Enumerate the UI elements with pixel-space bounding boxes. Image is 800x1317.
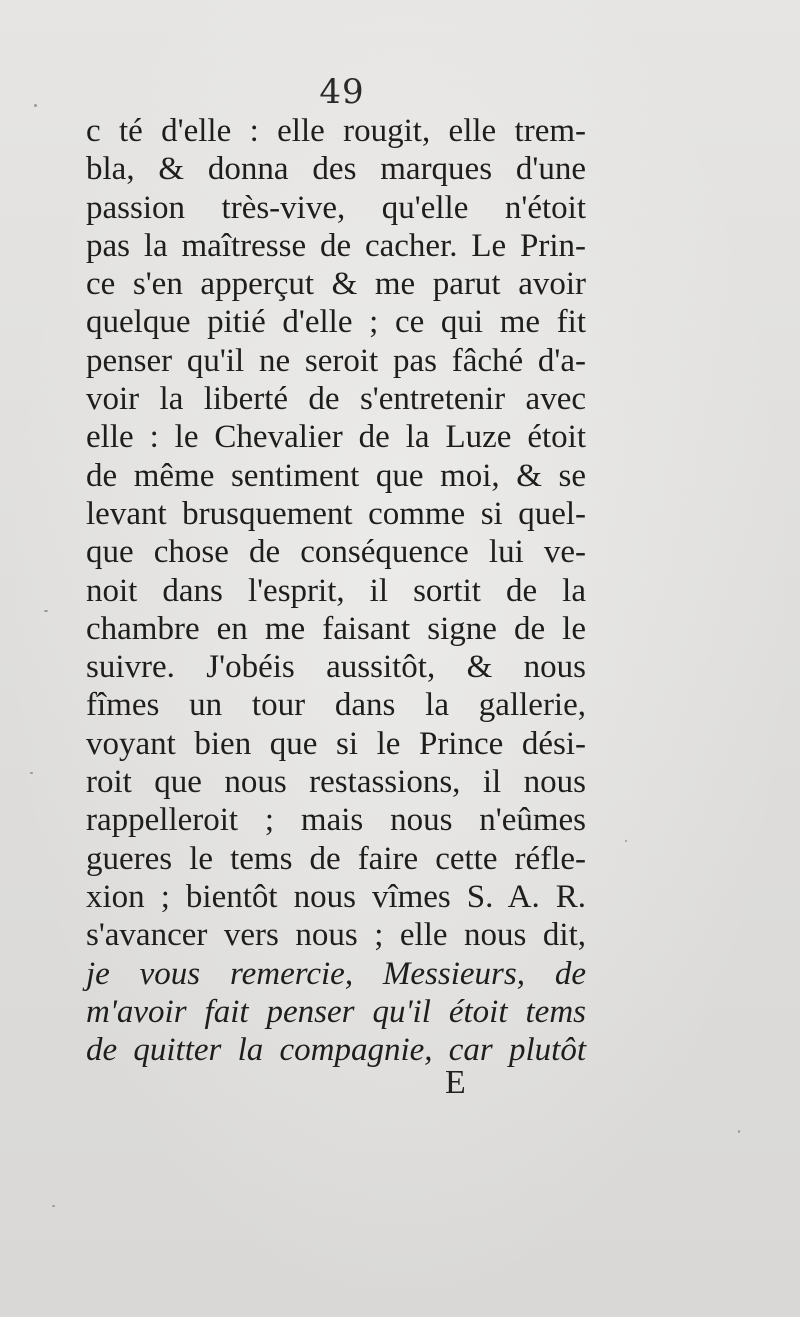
catchword: E (445, 1064, 466, 1101)
text-line: je vous remercie, Messieurs, de (86, 955, 586, 992)
paper-speck (625, 840, 627, 842)
text-line: penser qu'il ne seroit pas fâché d'a- (86, 342, 586, 379)
text-line: de quitter la compagnie, car plutôt (86, 1032, 586, 1069)
paper-speck (52, 1205, 55, 1207)
text-line: quelque pitié d'elle ; ce qui me fit (86, 304, 586, 341)
text-line: roit que nous restassions, il nous (86, 764, 586, 801)
text-line: de même sentiment que moi, & se (86, 457, 586, 494)
text-line: que chose de conséquence lui ve- (86, 534, 586, 571)
text-line: m'avoir fait penser qu'il étoit tems (86, 993, 586, 1030)
paper-speck (738, 1130, 740, 1133)
text-line: xion ; bientôt nous vîmes S. A. R. (86, 878, 586, 915)
paper-speck (34, 104, 37, 107)
paper-speck (44, 610, 48, 612)
text-line: noit dans l'esprit, il sortit de la (86, 572, 586, 609)
text-line: pas la maîtresse de cacher. Le Prin- (86, 227, 586, 264)
text-line: chambre en me faisant signe de le (86, 610, 586, 647)
text-line: c té d'elle : elle rougit, elle trem- (86, 113, 586, 149)
text-line: gueres le tems de faire cette réfle- (86, 840, 586, 877)
text-line: s'avancer vers nous ; elle nous dit, (86, 917, 586, 954)
paper-speck (30, 772, 33, 774)
text-line: ce s'en apperçut & me parut avoir (86, 266, 586, 303)
text-line: voir la liberté de s'entretenir avec (86, 381, 586, 418)
text-line: passion très-vive, qu'elle n'étoit (86, 189, 586, 226)
body-text (86, 112, 586, 1069)
text-line: levant brusquement comme si quel- (86, 495, 586, 532)
text-line: suivre. J'obéis aussitôt, & nous (86, 649, 586, 686)
text-line: fîmes un tour dans la gallerie, (86, 687, 586, 724)
text-line: elle : le Chevalier de la Luze étoit (86, 419, 586, 456)
text-line: bla, & donna des marques d'une (86, 151, 586, 188)
text-line: rappelleroit ; mais nous n'eûmes (86, 802, 586, 839)
page-number: 49 (319, 72, 365, 112)
text-line: voyant bien que si le Prince dési- (86, 725, 586, 762)
